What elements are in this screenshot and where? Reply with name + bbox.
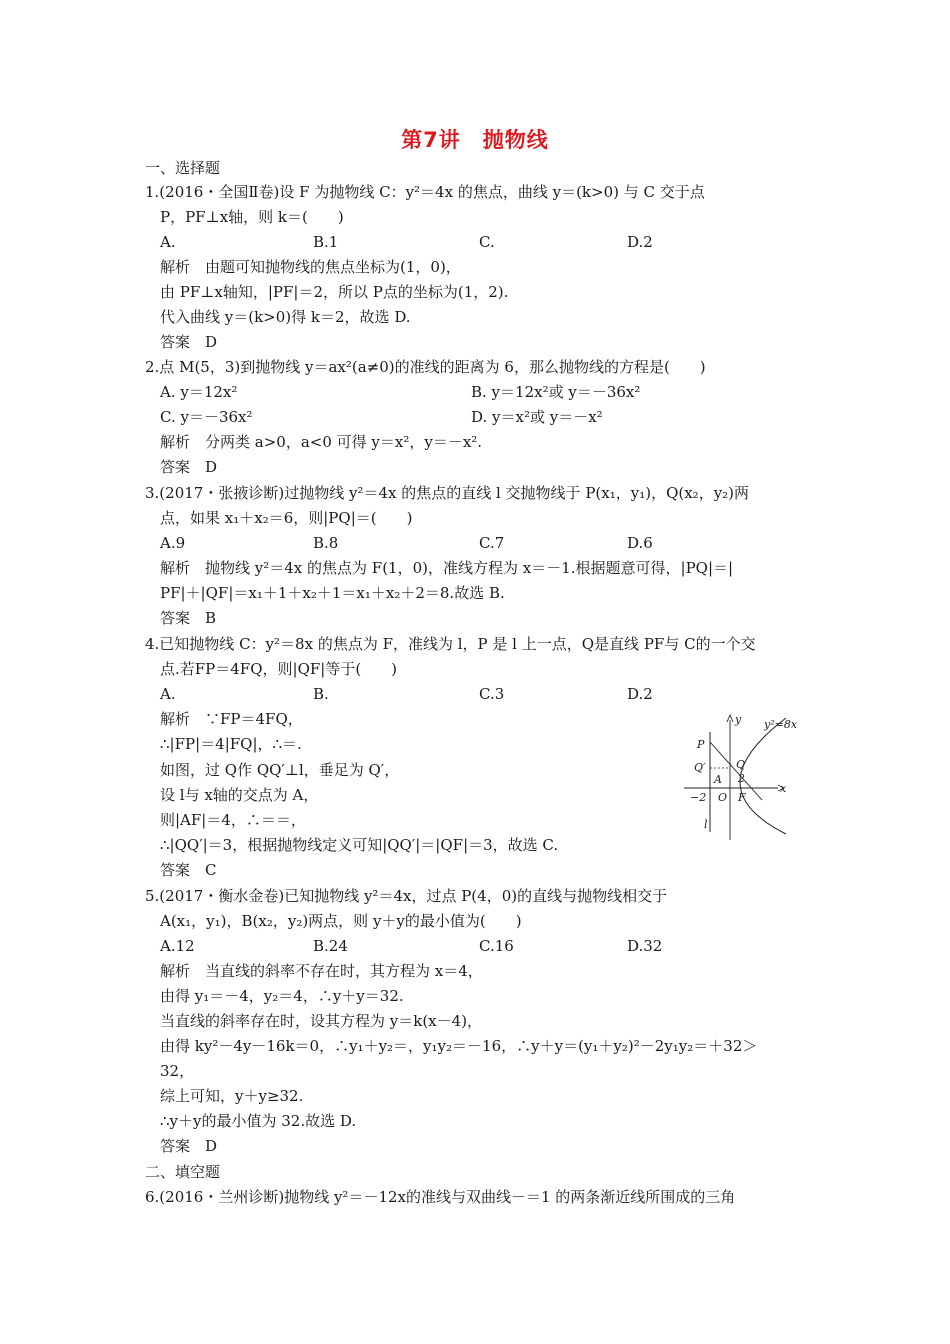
tick-2-label: 2 xyxy=(738,772,745,785)
parabola-curve xyxy=(740,718,786,834)
q4-analysis-line4: 设 l与 x轴的交点为 A， xyxy=(160,786,319,804)
q2-answer: 答案 D xyxy=(160,458,218,476)
q4-analysis-line2: ∴|FP|＝4|FQ|，∴＝. xyxy=(160,735,302,753)
q2-option-c: C. y＝－36x² xyxy=(160,408,253,426)
q4-stem-line2: 点.若FP＝4FQ，则|QF|等于( ) xyxy=(160,660,398,678)
tick-neg2-label: −2 xyxy=(690,791,707,804)
q6-stem-line1: 6.(2016・兰州诊断)抛物线 y²＝－12x的准线与双曲线－＝1 的两条渐近线所围成的三角 xyxy=(145,1188,736,1206)
point-p-label: P xyxy=(697,738,705,751)
section-heading-choice: 一、选择题 xyxy=(145,159,221,177)
q4-analysis-line5: 则|AF|＝4，∴＝＝， xyxy=(160,811,306,829)
q2-analysis-line1: 解析 分两类 a>0，a<0 可得 y＝x²，y＝－x². xyxy=(160,433,483,451)
q4-option-d: D.2 xyxy=(627,685,653,703)
q5-answer: 答案 D xyxy=(160,1137,218,1155)
q1-analysis-line1: 解析 由题可知抛物线的焦点坐标为(1，0)， xyxy=(160,258,461,276)
q1-stem-line1: 1.(2016・全国Ⅱ卷)设 F 为抛物线 C：y²＝4x 的焦点，曲线 y＝(k>0) 与 C 交于点 xyxy=(145,183,705,201)
q4-option-b: B. xyxy=(313,685,329,703)
q5-analysis-line3: 当直线的斜率存在时，设其方程为 y＝k(x－4)， xyxy=(160,1012,483,1030)
q2-stem-line1: 2.点 M(5，3)到抛物线 y＝ax²(a≠0)的准线的距离为 6，那么抛物线的方程是( ) xyxy=(145,358,706,376)
q5-stem-line1: 5.(2017・衡水金卷)已知抛物线 y²＝4x，过点 P(4，0)的直线与抛物线相交于 xyxy=(145,887,668,905)
q5-analysis-line7: ∴y＋y的最小值为 32.故选 D. xyxy=(160,1112,357,1130)
q4-analysis-line3: 如图，过 Q作 QQ′⊥l，垂足为 Q′， xyxy=(160,761,400,779)
q3-stem-line1: 3.(2017・张掖诊断)过抛物线 y²＝4x 的焦点的直线 l 交抛物线于 P(x₁，y₁)，Q(x₂，y₂)两 xyxy=(145,484,750,502)
q5-analysis-line6: 综上可知，y＋y≥32. xyxy=(160,1087,304,1105)
q3-analysis-line2: PF|＋|QF|＝x₁＋1＋x₂＋1＝x₁＋x₂＋2＝8.故选 B. xyxy=(160,584,505,602)
x-axis-label: x xyxy=(780,782,787,795)
q1-stem-line2: P，PF⊥x轴，则 k＝( ) xyxy=(160,208,344,226)
q5-option-c: C.16 xyxy=(479,937,514,955)
q1-answer: 答案 D xyxy=(160,333,218,351)
q3-option-b: B.8 xyxy=(313,534,339,552)
q4-analysis-line6: ∴|QQ′|＝3，根据抛物线定义可知|QQ′|＝|QF|＝3，故选 C. xyxy=(160,836,559,854)
q5-analysis-line2: 由得 y₁＝－4，y₂＝4，∴y＋y＝32. xyxy=(160,987,404,1005)
q1-option-d: D.2 xyxy=(627,233,653,251)
q3-option-d: D.6 xyxy=(627,534,653,552)
point-f-label: F xyxy=(738,791,746,804)
q2-option-d: D. y＝x²或 y＝－x² xyxy=(471,408,603,426)
section-heading-fill: 二、填空题 xyxy=(145,1163,221,1181)
q2-option-b: B. y＝12x²或 y＝－36x² xyxy=(471,383,641,401)
parabola-figure xyxy=(680,712,830,842)
directrix-label: l xyxy=(704,818,708,831)
q1-option-c: C. xyxy=(479,233,495,251)
q3-answer: 答案 B xyxy=(160,609,217,627)
q3-option-c: C.7 xyxy=(479,534,505,552)
q4-stem-line1: 4.已知抛物线 C：y²＝8x 的焦点为 F，准线为 l，P 是 l 上一点，Q是直线 PF与 C的一个交 xyxy=(145,635,756,653)
y-axis-label: y xyxy=(735,713,742,726)
point-q-label: Q xyxy=(736,758,746,771)
origin-label: O xyxy=(718,791,728,804)
q1-option-b: B.1 xyxy=(313,233,339,251)
q2-option-a: A. y＝12x² xyxy=(160,383,238,401)
q1-analysis-line3: 代入曲线 y＝(k>0)得 k＝2，故选 D. xyxy=(160,308,411,326)
q4-answer: 答案 C xyxy=(160,861,217,879)
q3-option-a: A.9 xyxy=(160,534,186,552)
q1-analysis-line2: 由 PF⊥x轴知，|PF|＝2，所以 P点的坐标为(1，2). xyxy=(160,283,509,301)
q3-analysis-line1: 解析 抛物线 y²＝4x 的焦点为 F(1，0)，准线方程为 x＝－1.根据题意可得，|PQ|＝| xyxy=(160,559,734,577)
page-title: 第7讲 抛物线 xyxy=(401,128,549,152)
q5-stem-line2: A(x₁，y₁)，B(x₂，y₂)两点，则 y＋y的最小值为( ) xyxy=(160,912,522,930)
q4-analysis-line1: 解析 ∵FP＝4FQ， xyxy=(160,710,303,728)
q5-analysis-line1: 解析 当直线的斜率不存在时，其方程为 x＝4， xyxy=(160,962,483,980)
point-q-prime-label: Q′ xyxy=(694,761,706,774)
q3-stem-line2: 点，如果 x₁＋x₂＝6，则|PQ|＝( ) xyxy=(160,509,413,527)
q5-analysis-line4: 由得 ky²－4y－16k＝0，∴y₁＋y₂＝，y₁y₂＝－16，∴y＋y＝(y₁＋y₂)²－2y₁y₂＝＋32＞ xyxy=(160,1037,758,1055)
q1-option-a: A. xyxy=(160,233,176,251)
q5-option-d: D.32 xyxy=(627,937,663,955)
curve-label: y²=8x xyxy=(764,718,798,731)
q5-analysis-line5: 32， xyxy=(160,1062,195,1080)
q4-option-c: C.3 xyxy=(479,685,505,703)
q4-option-a: A. xyxy=(160,685,176,703)
q5-option-b: B.24 xyxy=(313,937,348,955)
q5-option-a: A.12 xyxy=(160,937,195,955)
point-a-label: A xyxy=(714,773,722,786)
